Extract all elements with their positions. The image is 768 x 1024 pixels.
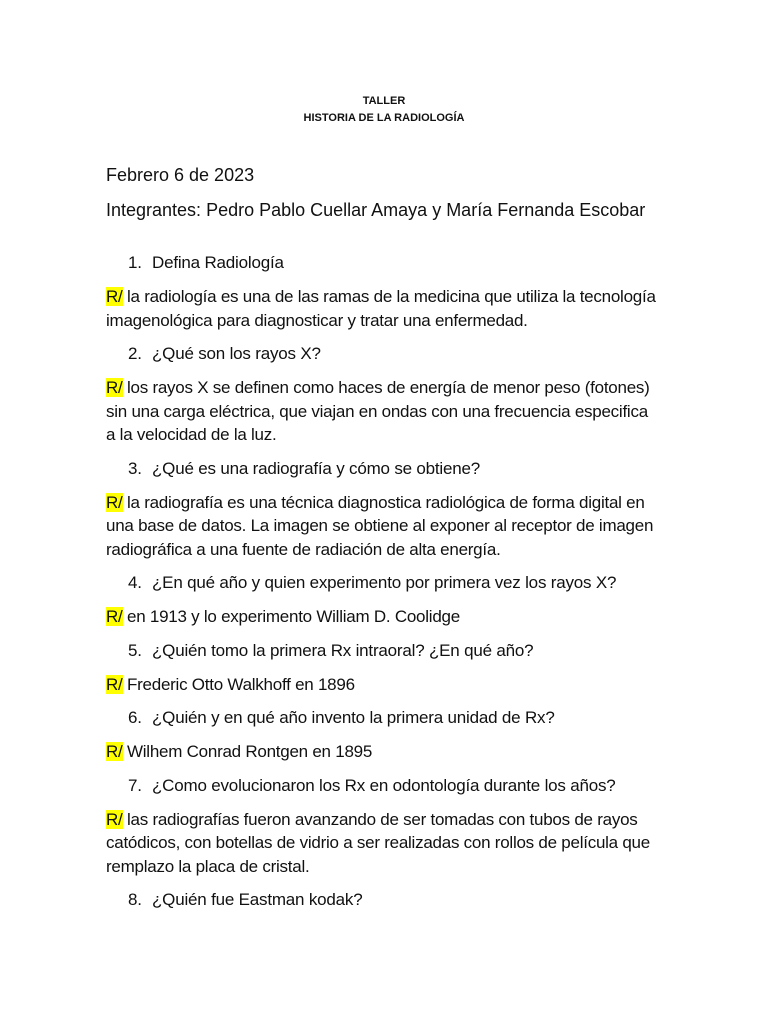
question-text: Defina Radiología	[152, 253, 284, 272]
document-subtitle: HISTORIA DE LA RADIOLOGÍA	[303, 112, 465, 124]
answer-marker: R/	[106, 492, 123, 512]
answer-line	[106, 309, 666, 333]
answer-line	[106, 538, 666, 562]
question-number: 8.	[128, 890, 142, 909]
answer-text: remplazo la placa de cristal.	[106, 856, 310, 876]
answer-line	[106, 400, 666, 424]
question-number: 5.	[128, 640, 142, 660]
answer-block	[106, 605, 666, 629]
answer-marker: R/	[106, 287, 123, 306]
question-item	[106, 890, 666, 910]
answer-marker: R/	[106, 378, 123, 397]
answer-block	[106, 740, 666, 764]
question-answer-list	[106, 253, 666, 910]
document-date: Febrero 6 de 2023	[106, 165, 255, 185]
answer-text: imagenológica para diagnosticar y tratar una enfermedad.	[106, 310, 528, 330]
question-number: 2.	[128, 344, 142, 363]
answer-text: las radiografías fueron avanzando de ser tomadas con tubos de rayos	[126, 809, 638, 829]
team-members: Integrantes: Pedro Pablo Cuellar Amaya y María Fernanda Escobar	[106, 200, 646, 220]
answer-line	[106, 831, 666, 855]
answer-line	[106, 808, 666, 832]
document-title: TALLER	[362, 95, 406, 107]
answer-line	[106, 491, 666, 515]
answer-line	[106, 673, 666, 697]
answer-line	[106, 423, 666, 447]
answer-line	[106, 514, 666, 538]
question-text: ¿Quién fue Eastman kodak?	[152, 890, 363, 909]
answer-block	[106, 491, 666, 562]
answer-text: sin una carga eléctrica, que viajan en ondas con una frecuencia especifica	[106, 401, 648, 421]
question-text: ¿Qué son los rayos X?	[152, 344, 321, 363]
question-number: 3.	[128, 458, 142, 478]
answer-line	[106, 740, 666, 764]
answer-marker: R/	[106, 809, 123, 829]
answer-marker: R/	[106, 674, 123, 694]
question-text: ¿Como evolucionaron los Rx en odontología durante los años?	[152, 775, 616, 795]
answer-marker: R/	[106, 742, 123, 761]
question-text: ¿Quién y en qué año invento la primera unidad de Rx?	[152, 708, 555, 727]
answer-line	[106, 855, 666, 879]
question-number: 6.	[128, 708, 142, 727]
question-text: ¿En qué año y quien experimento por primera vez los rayos X?	[152, 573, 617, 592]
answer-block	[106, 285, 666, 332]
question-text: ¿Quién tomo la primera Rx intraoral? ¿En qué año?	[152, 640, 534, 660]
answer-text: Wilhem Conrad Rontgen en 1895	[126, 742, 373, 761]
question-number: 4.	[128, 573, 142, 592]
answer-block	[106, 376, 666, 447]
answer-text: la radiografía es una técnica diagnostica radiológica de forma digital en	[126, 492, 645, 512]
answer-text: Frederic Otto Walkhoff en 1896	[126, 674, 355, 694]
answer-text: una base de datos. La imagen se obtiene al exponer al receptor de imagen	[106, 516, 654, 535]
question-text: ¿Qué es una radiografía y cómo se obtiene?	[152, 458, 481, 478]
answer-line	[106, 285, 666, 309]
answer-line	[106, 376, 666, 400]
answer-text: la radiología es una de las ramas de la medicina que utiliza la tecnología	[126, 287, 656, 306]
answer-text: catódicos, con botellas de vidrio a ser realizadas con rollos de película que	[106, 833, 650, 852]
question-item	[106, 708, 666, 728]
answer-block	[106, 673, 666, 697]
answer-text: radiográfica a una fuente de radiación de alta energía.	[106, 539, 501, 559]
answer-block	[106, 808, 666, 879]
answer-text: en 1913 y lo experimento William D. Coolidge	[126, 607, 460, 626]
answer-text: a la velocidad de la luz.	[106, 425, 277, 444]
question-item	[106, 344, 666, 364]
question-item	[106, 776, 666, 796]
answer-text: los rayos X se definen como haces de energía de menor peso (fotones)	[126, 378, 650, 397]
question-item	[106, 641, 666, 661]
question-number: 1.	[128, 253, 142, 272]
question-item	[106, 573, 666, 593]
answer-marker: R/	[106, 607, 123, 626]
question-item	[106, 253, 666, 273]
answer-line	[106, 605, 666, 629]
question-item	[106, 459, 666, 479]
question-number: 7.	[128, 775, 142, 795]
